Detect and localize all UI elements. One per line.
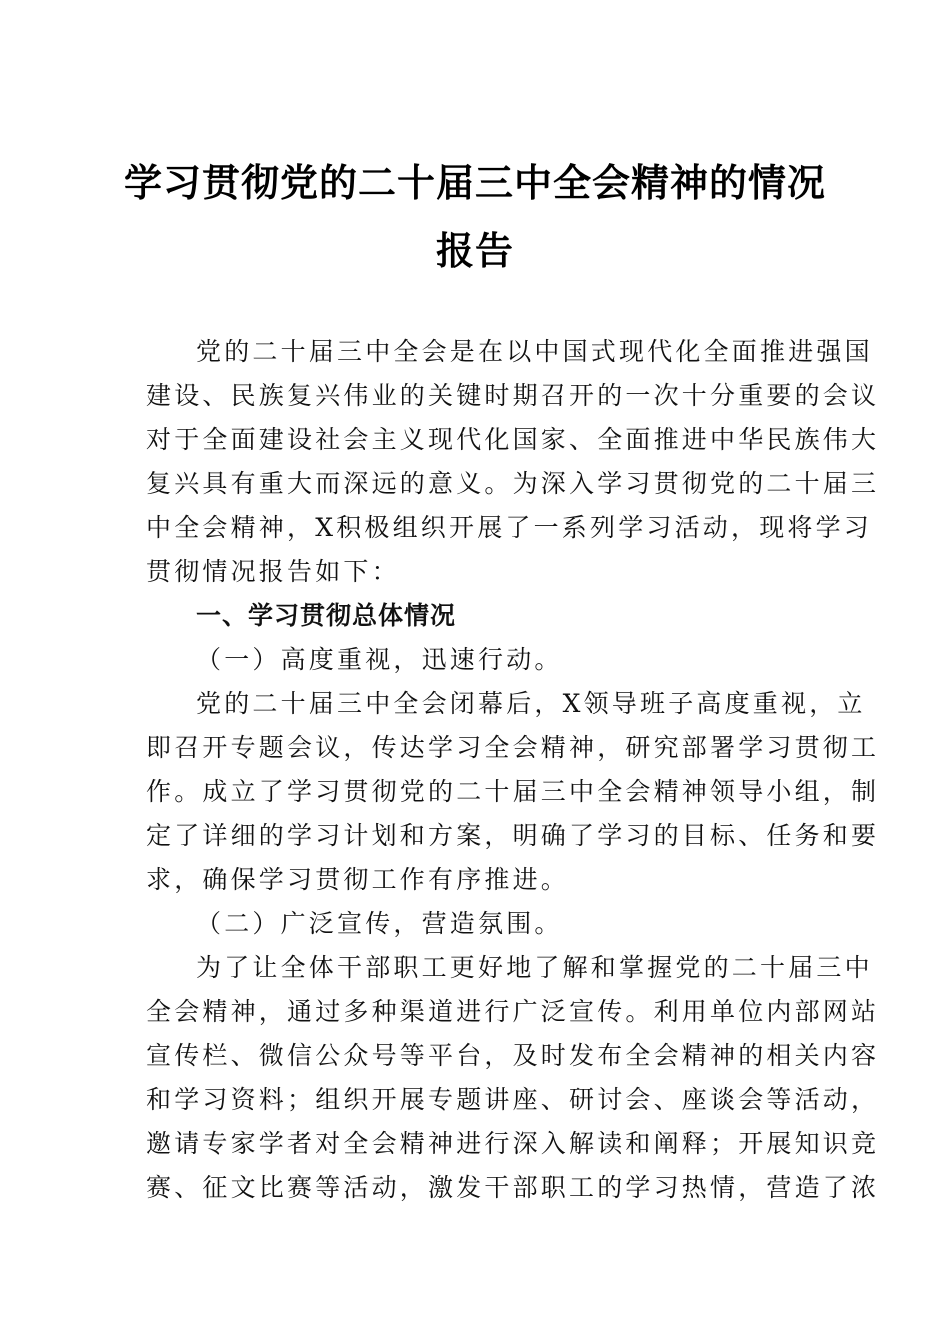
subsection-1-line-3: 作。成立了学习贯彻党的二十届三中全会精神领导小组，制 xyxy=(146,777,880,806)
intro-line-4: 复兴具有重大而深远的意义。为深入学习贯彻党的二十届三 xyxy=(146,469,880,498)
subsection-1-line-1: 党的二十届三中全会闭幕后，X领导班子高度重视，立 xyxy=(196,689,866,718)
intro-line-3: 对于全面建设社会主义现代化国家、全面推进中华民族伟大 xyxy=(146,425,880,454)
subsection-2-heading: （二）广泛宣传，营造氛围。 xyxy=(196,909,563,938)
subsection-1-line-2: 即召开专题会议，传达学习全会精神，研究部署学习贯彻工 xyxy=(146,733,880,762)
subsection-2-line-4: 和学习资料；组织开展专题讲座、研讨会、座谈会等活动， xyxy=(146,1085,880,1114)
subsection-1-line-4: 定了详细的学习计划和方案，明确了学习的目标、任务和要 xyxy=(146,821,880,850)
intro-line-1: 党的二十届三中全会是在以中国式现代化全面推进强国 xyxy=(196,337,873,366)
document-title-line-2: 报告 xyxy=(435,228,514,273)
subsection-2-line-1: 为了让全体干部职工更好地了解和掌握党的二十届三中 xyxy=(196,953,873,982)
subsection-2-line-6: 赛、征文比赛等活动，激发干部职工的学习热情，营造了浓 xyxy=(146,1173,880,1202)
intro-line-5: 中全会精神，X积极组织开展了一系列学习活动，现将学习 xyxy=(146,513,873,542)
section-1-heading: 一、学习贯彻总体情况 xyxy=(196,601,457,630)
subsection-2-line-2: 全会精神，通过多种渠道进行广泛宣传。利用单位内部网站 xyxy=(146,997,880,1026)
subsection-1-line-5: 求，确保学习贯彻工作有序推进。 xyxy=(146,865,570,894)
document-title-line-1: 学习贯彻党的二十届三中全会精神的情况 xyxy=(123,160,826,205)
subsection-2-line-3: 宣传栏、微信公众号等平台，及时发布全会精神的相关内容 xyxy=(146,1041,880,1070)
subsection-1-heading: （一）高度重视，迅速行动。 xyxy=(196,645,563,674)
subsection-2-line-5: 邀请专家学者对全会精神进行深入解读和阐释；开展知识竞 xyxy=(146,1129,880,1158)
intro-line-6: 贯彻情况报告如下： xyxy=(146,557,400,586)
intro-line-2: 建设、民族复兴伟业的关键时期召开的一次十分重要的会议 xyxy=(146,381,880,410)
document-body xyxy=(146,330,880,1210)
